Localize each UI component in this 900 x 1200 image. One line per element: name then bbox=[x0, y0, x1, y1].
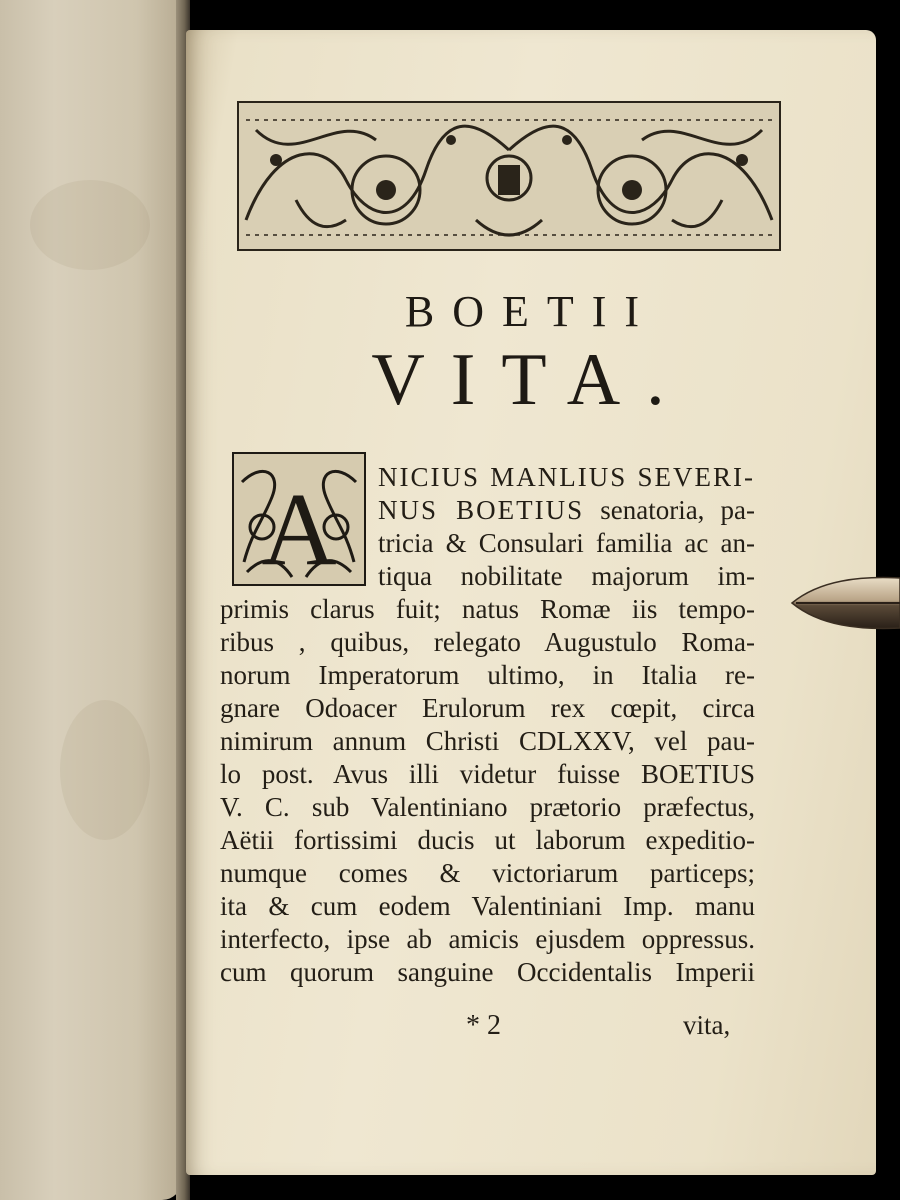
text-line: Aëtii fortissimi ducis ut laborum expeditio- bbox=[220, 825, 755, 855]
text-line: gnare Odoacer Erulorum rex cœpit, circa bbox=[220, 693, 755, 723]
paper-stain bbox=[60, 700, 150, 840]
drop-cap-letter: A bbox=[261, 472, 337, 586]
catchword: vita, bbox=[683, 1010, 731, 1040]
text-line: tricia & Consulari familia ac an- bbox=[378, 528, 755, 558]
text-line: tiqua nobilitate majorum im- bbox=[378, 561, 755, 591]
text-line: norum Imperatorum ultimo, in Italia re- bbox=[220, 660, 755, 690]
line-text: senatoria, pa- bbox=[584, 495, 756, 525]
text-line: numque comes & victoriarum particeps; bbox=[220, 858, 755, 888]
decorated-initial bbox=[232, 452, 366, 586]
small-caps-text: NUS BOETIUS bbox=[378, 495, 585, 525]
ornamental-headpiece bbox=[236, 100, 782, 252]
signature-mark: * 2 bbox=[466, 1010, 501, 1041]
bookmark-clip bbox=[790, 572, 900, 634]
left-page bbox=[0, 0, 182, 1200]
text-line bbox=[378, 462, 755, 492]
text-line: nimirum annum Christi CDLXXV, vel pau- bbox=[220, 726, 755, 756]
title-line-2: VITA. bbox=[371, 339, 691, 421]
text-line: V. C. sub Valentiniano prætorio præfectus, bbox=[220, 792, 755, 822]
text-line: lo post. Avus illi videtur fuisse BOETIUS bbox=[220, 759, 755, 789]
text-line bbox=[378, 495, 755, 525]
text-line: cum quorum sanguine Occidentalis Imperii bbox=[220, 957, 755, 987]
text-line: interfecto, ipse ab amicis ejusdem oppressus. bbox=[220, 924, 755, 954]
text-line: ribus , quibus, relegato Augustulo Roma- bbox=[220, 627, 755, 657]
small-caps-text: NICIUS MANLIUS SEVERI- bbox=[378, 462, 755, 492]
paper-stain bbox=[30, 180, 150, 270]
text-line: ita & cum eodem Valentiniani Imp. manu bbox=[220, 891, 755, 921]
title-line-1: BOETII bbox=[404, 287, 658, 336]
text-line: primis clarus fuit; natus Romæ iis tempo- bbox=[220, 594, 755, 624]
